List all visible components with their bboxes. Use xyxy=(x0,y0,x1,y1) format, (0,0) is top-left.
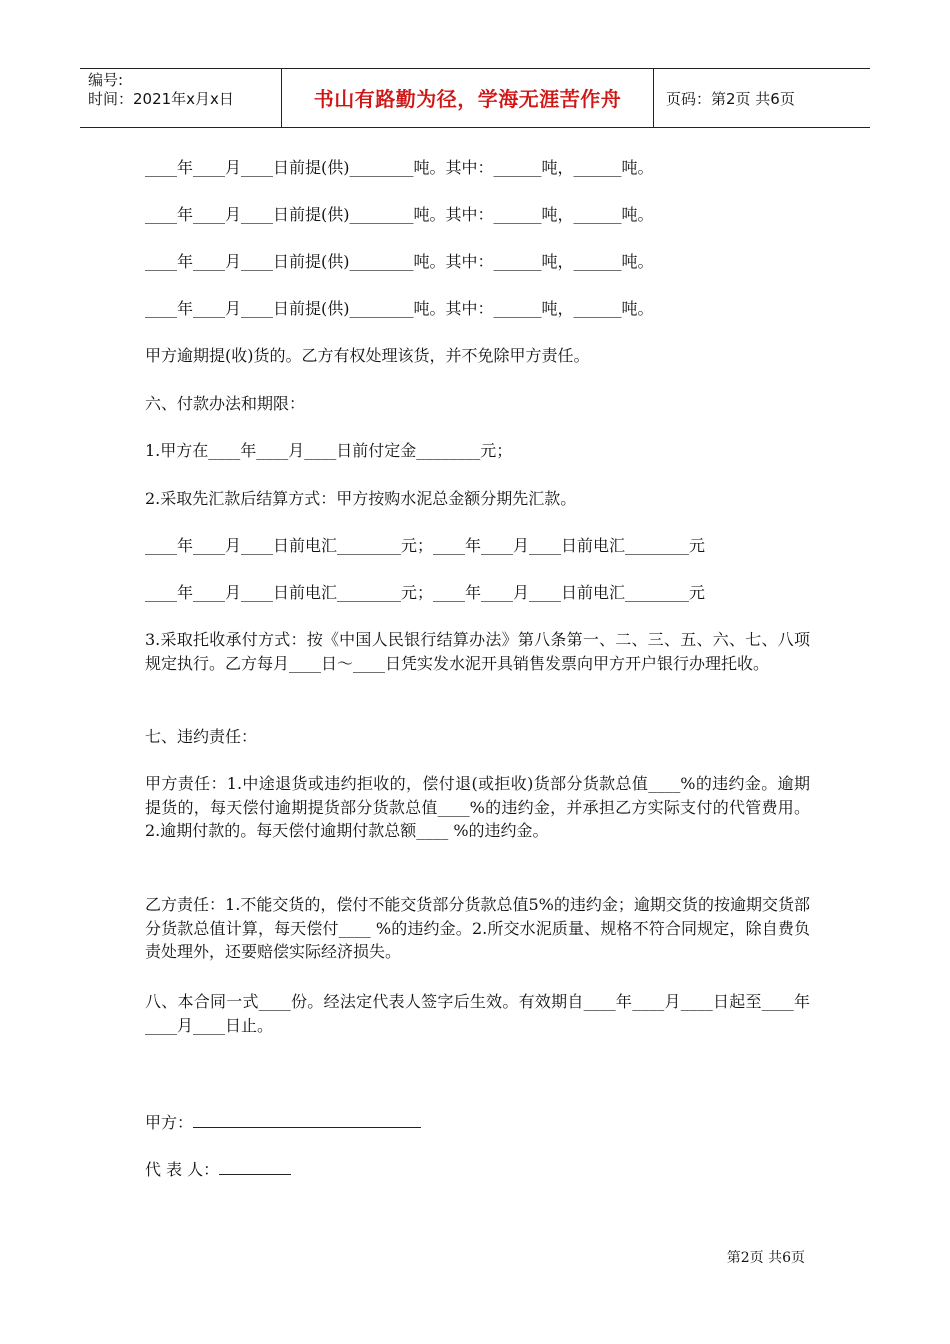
section-7-title: 七、违约责任： xyxy=(145,727,258,746)
signature-party-a xyxy=(145,1111,421,1135)
header-page-number: 页码：第2页 共6页 xyxy=(666,90,795,108)
remit-line: ____年____月____日前电汇________元；____年____月____日前电汇________元 xyxy=(145,536,706,555)
party-a-liability: 甲方责任：1.中途退货或违约拒收的，偿付退(或拒收)货部分货款总值____%的违约金。逾期提货的，每天偿付逾期提货部分货款总值____%的违约金，并承担乙方实际支付的代管费用。2.逾期付款的。每天偿付逾期付款总额____ %的违约金。 xyxy=(145,774,810,840)
representative-label: 代 表 人： xyxy=(145,1160,220,1179)
party-a-signature-line xyxy=(193,1113,421,1128)
payment-item-3: 3.采取托收承付方式：按《中国人民银行结算办法》第八条第一、二、三、五、六、七、八项规定执行。乙方每月____日～____日凭实发水泥开具销售发票向甲方开户银行办理托收。 xyxy=(145,630,810,673)
delivery-line: ____年____月____日前提(供)________吨。其中：______吨，______吨。 xyxy=(145,205,654,224)
representative-signature-line xyxy=(219,1160,291,1175)
signature-representative xyxy=(145,1158,291,1182)
header-meta xyxy=(80,69,282,127)
payment-item-1: 1.甲方在____年____月____日前付定金________元； xyxy=(145,441,513,460)
delivery-line: ____年____月____日前提(供)________吨。其中：______吨，______吨。 xyxy=(145,158,654,177)
time-label: 时间：2021年x月x日 xyxy=(88,90,234,108)
number-label: 编号: xyxy=(88,71,124,89)
late-pickup-clause: 甲方逾期提(收)货的。乙方有权处理该货，并不免除甲方责任。 xyxy=(145,346,590,365)
page-footer: 第2页 共6页 xyxy=(726,1250,805,1266)
header-motto: 书山有路勤为径，学海无涯苦作舟 xyxy=(282,69,654,127)
delivery-line: ____年____月____日前提(供)________吨。其中：______吨，______吨。 xyxy=(145,299,654,318)
remit-line: ____年____月____日前电汇________元；____年____月____日前电汇________元 xyxy=(145,583,706,602)
party-b-liability: 乙方责任：1.不能交货的，偿付不能交货部分货款总值5%的违约金；逾期交货的按逾期交货部分货款总值计算，每天偿付____ %的违约金。2.所交水泥质量、规格不符合同规定，除自费负责处理外，还要赔偿实际经济损失。 xyxy=(145,895,810,961)
delivery-line: ____年____月____日前提(供)________吨。其中：______吨，______吨。 xyxy=(145,252,654,271)
party-a-label: 甲方： xyxy=(145,1113,194,1132)
page-header xyxy=(80,68,870,128)
payment-item-2: 2.采取先汇款后结算方式：甲方按购水泥总金额分期先汇款。 xyxy=(145,489,577,508)
section-6-title: 六、付款办法和期限： xyxy=(145,394,306,413)
section-8-clause: 八、本合同一式____份。经法定代表人签字后生效。有效期自____年____月____日起至____年____月____日止。 xyxy=(145,992,810,1035)
